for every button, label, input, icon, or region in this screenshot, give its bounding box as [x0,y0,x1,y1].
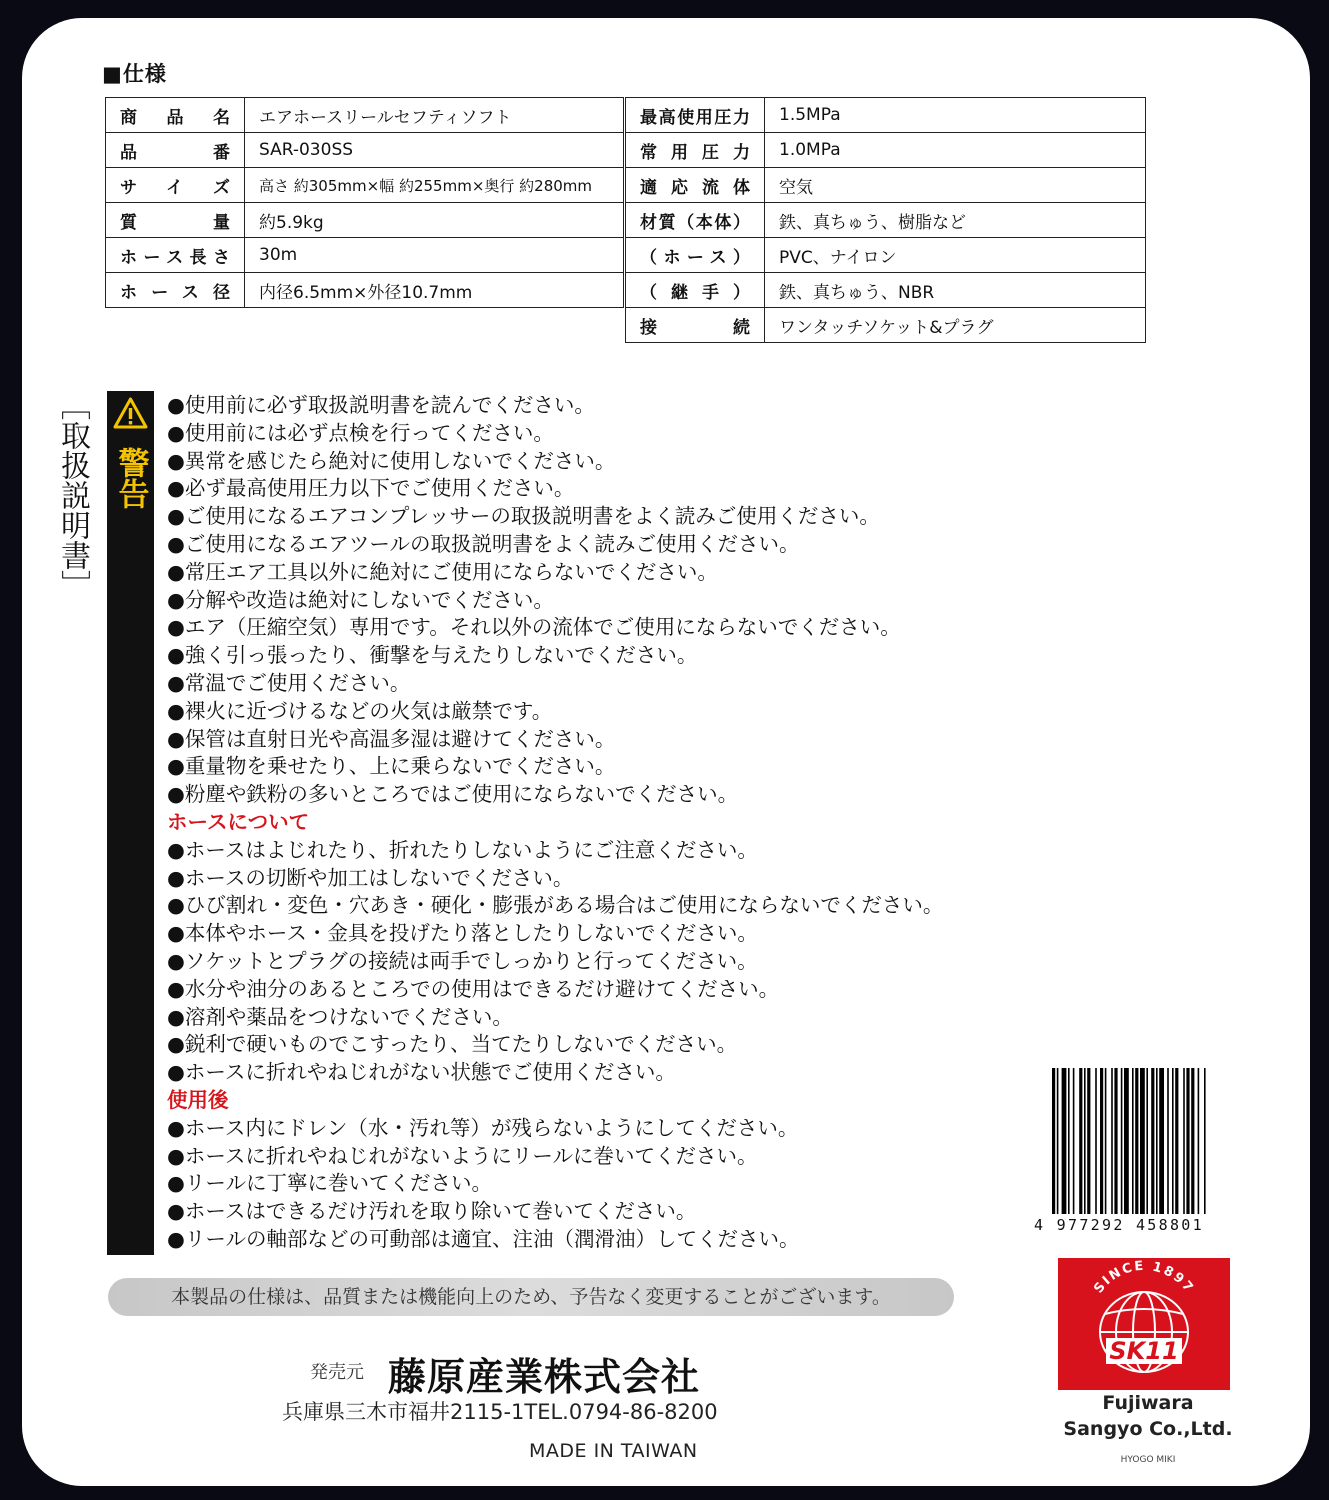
hose-item: ●ホースに折れやねじれがない状態でご使用ください。 [167,1060,676,1085]
logo-mark-text: SK11 [1109,1337,1179,1365]
spec-row [626,203,1146,238]
warning-item: ●重量物を乗せたり、上に乗らないでください。 [167,754,616,779]
barcode-bar [1068,1068,1070,1214]
spec-row [626,168,1146,203]
warning-label-text: 警告 [112,447,149,509]
spec-value: エアホースリールセフティソフト [245,98,624,133]
seller-label: 発売元 [310,1362,364,1383]
after-use-item: ●ホースに折れやねじれがないようにリールに巻いてください。 [167,1143,758,1168]
manual-title [52,390,92,608]
warning-item: ●使用前には必ず点検を行ってください。 [167,420,554,445]
spec-row [106,238,624,273]
warning-bar [107,391,154,1255]
warning-label [107,447,154,517]
hose-section-heading: ホースについて [167,809,310,834]
warning-triangle-icon [113,397,148,429]
brand-name-line1: Fujiwara [1102,1392,1194,1414]
package-back-panel [22,18,1310,1486]
brand-name-line2: Sangyo Co.,Ltd. [1063,1418,1233,1440]
after-use-item: ●ホースはできるだけ汚れを取り除いて巻いてください。 [167,1199,697,1224]
barcode-bar [1140,1068,1145,1214]
barcode-bar [1167,1068,1169,1214]
warning-item: ●常圧エア工具以外に絶対にご使用にならないでください。 [167,559,718,584]
warning-item: ●ご使用になるエアコンプレッサーの取扱説明書をよく読みご使用ください。 [167,504,880,529]
barcode-bar [1159,1068,1164,1214]
spec-label: 常用圧力 [626,133,765,168]
spec-value: SAR-030SS [245,133,624,168]
warning-item: ●裸火に近づけるなどの火気は厳禁です。 [167,698,553,723]
barcode-bar [1186,1068,1189,1214]
country-of-origin: MADE IN TAIWAN [529,1440,698,1462]
barcode-bar [1204,1068,1206,1214]
barcode-bar [1073,1068,1075,1214]
barcode-bar [1172,1068,1174,1214]
warning-item: ●エア（圧縮空気）専用です。それ以外の流体でご使用にならないでください。 [167,615,901,640]
barcode-bar [1121,1068,1123,1214]
spec-label: 材質（本体） [626,203,765,238]
spec-row [106,98,624,133]
spec-row [626,238,1146,273]
spec-row [626,308,1146,343]
sk11-logo [1058,1258,1230,1390]
warning-item: ●分解や改造は絶対にしないでください。 [167,587,554,612]
spec-value: 鉄、真ちゅう、樹脂など [765,203,1146,238]
warning-item: ●ご使用になるエアツールの取扱説明書をよく読みご使用ください。 [167,531,800,556]
spec-label: ホース長さ [106,238,245,273]
barcode-bar [1095,1068,1097,1214]
hose-item: ●ホースの切断や加工はしないでください。 [167,865,574,890]
barcode-bar [1100,1068,1103,1214]
barcode-bar [1105,1068,1107,1214]
barcode-bar [1198,1068,1200,1214]
spec-value: 30m [245,238,624,273]
seller-address: 兵庫県三木市福井2115-1TEL.0794-86-8200 [282,1400,718,1424]
barcode-bar [1156,1068,1158,1214]
warning-item: ●保管は直射日光や高温多湿は避けてください。 [167,726,616,751]
warning-item: ●強く引っ張ったり、衝撃を与えたりしないでください。 [167,643,698,668]
seller-name: 藤原産業株式会社 [388,1355,701,1399]
spec-label: 接続 [626,308,765,343]
hose-item: ●本体やホース・金具を投げたり落としたりしないでください。 [167,921,758,946]
barcode-bar [1111,1068,1113,1214]
barcode-bar [1175,1068,1178,1214]
after-use-item: ●リールの軸部などの可動部は適宜、注油（潤滑油）してください。 [167,1226,800,1251]
globe-logo-icon [1058,1258,1230,1390]
spec-row [626,98,1146,133]
spec-row [106,203,624,238]
warning-item: ●必ず最高使用圧力以下でご使用ください。 [167,476,575,501]
spec-label: 最高使用圧力 [626,98,765,133]
svg-text:SINCE 1897 [1091,1259,1196,1297]
barcode-bar [1057,1068,1059,1214]
barcode-bar [1052,1068,1055,1214]
warning-item: ●粉塵や鉄粉の多いところではご使用にならないでください。 [167,782,739,807]
spec-change-notice: 本製品の仕様は、品質または機能向上のため、予告なく変更することがございます。 [108,1278,954,1316]
logo-since-text: SINCE 1897 [1091,1258,1197,1297]
after-use-item: ●ホース内にドレン（水・汚れ等）が残らないようにしてください。 [167,1115,799,1140]
spec-value: 約5.9kg [245,203,624,238]
barcode-bar [1084,1068,1086,1214]
spec-label: 品番 [106,133,245,168]
barcode-bar [1079,1068,1082,1214]
hose-item: ●ひび割れ・変色・穴あき・硬化・膨張がある場合はご使用にならないでください。 [167,893,944,918]
spec-row [626,133,1146,168]
spec-value: PVC、ナイロン [765,238,1146,273]
warning-item: ●使用前に必ず取扱説明書を読んでください。 [167,393,595,417]
barcode-bar [1124,1068,1129,1214]
spec-label: 商品名 [106,98,245,133]
barcode-number: 4 977292 458801 [1034,1216,1204,1234]
spec-row [106,168,624,203]
instruction-list [167,392,943,1254]
spec-value: 高さ 約305mm×幅 約255mm×奥行 約280mm [245,168,624,203]
barcode-bar [1151,1068,1154,1214]
hose-item: ●ソケットとプラグの接続は両手でしっかりと行ってください。 [167,948,758,973]
spec-value: 鉄、真ちゅう、NBR [765,273,1146,308]
barcode-bar [1135,1068,1138,1214]
spec-row [106,133,624,168]
hose-item: ●水分や油分のあるところでの使用はできるだけ避けてください。 [167,976,780,1001]
barcode-bar [1062,1068,1067,1214]
warning-item: ●異常を感じたら絶対に使用しないでください。 [167,448,616,473]
hose-item: ●鋭利で硬いものでこすったり、当てたりしないでください。 [167,1032,738,1057]
barcode-bar [1114,1068,1117,1214]
spec-table-left [105,97,624,308]
spec-label: 質量 [106,203,245,238]
barcode-image [1052,1068,1242,1214]
spec-label: 適応流体 [626,168,765,203]
after-use-item: ●リールに丁寧に巻いてください。 [167,1171,492,1196]
spec-label: サイズ [106,168,245,203]
spec-label: ホース径 [106,273,245,308]
spec-table-right [625,97,1146,343]
spec-row [106,273,624,308]
barcode-bar [1146,1068,1148,1214]
spec-value: 空気 [765,168,1146,203]
spec-row [626,273,1146,308]
after-use-heading: 使用後 [167,1087,229,1112]
spec-value: 1.5MPa [765,98,1146,133]
barcode-bar [1132,1068,1134,1214]
spec-label: （継手） [626,273,765,308]
manual-title-text: ［取扱説明書］ [55,390,90,600]
barcode-bar [1087,1068,1090,1214]
spec-label: （ホース） [626,238,765,273]
barcode-bar [1183,1068,1185,1214]
hose-item: ●ホースはよじれたり、折れたりしないようにご注意ください。 [167,837,758,862]
spec-value: 内径6.5mm×外径10.7mm [245,273,624,308]
brand-location: HYOGO MIKI [1120,1455,1176,1465]
barcode-bar [1191,1068,1194,1214]
spec-heading: ■仕様 [102,62,167,86]
spec-value: ワンタッチソケット&プラグ [765,308,1146,343]
hose-item: ●溶剤や薬品をつけないでください。 [167,1004,513,1029]
warning-item: ●常温でご使用ください。 [167,670,411,695]
spec-value: 1.0MPa [765,133,1146,168]
